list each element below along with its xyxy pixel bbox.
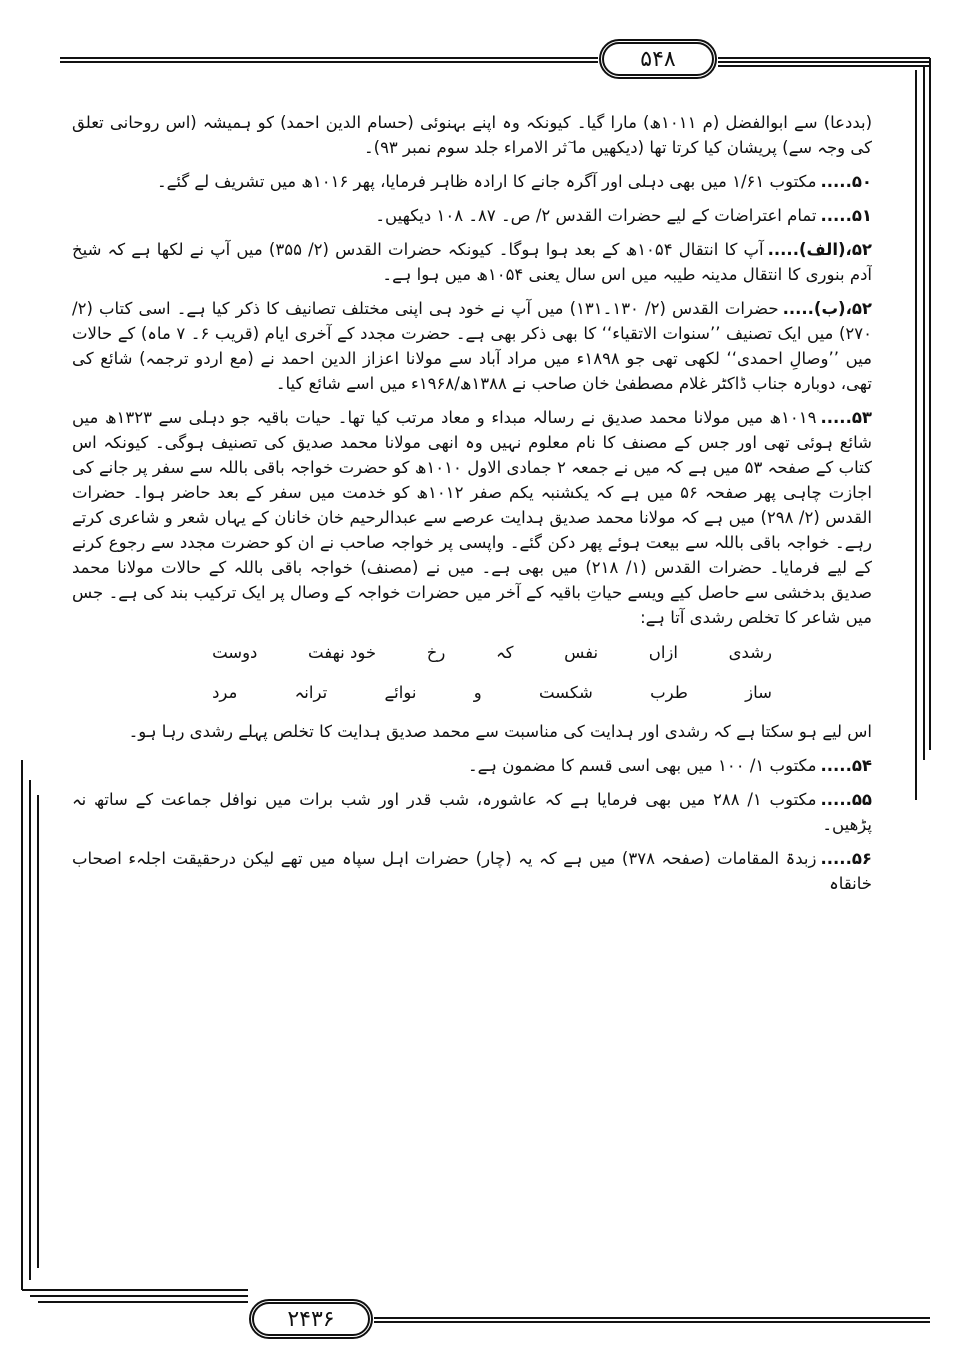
paragraph-intro: (بددعا) سے ابوالفضل (م ۱۰۱۱ھ) مارا گیا۔ کیونکہ وہ اپنے بہنوئی (حسام الدین احمد) کو ہمیشہ (اس روحانی تعلق کی وجہ سے) پریشان کیا کرتا تھا (دیکھیں ما ٓثر الامراء جلد سوم نمبر ۹۳)۔ (72, 113, 872, 157)
footnote-52a (72, 237, 872, 287)
footnote-number: ۵۰..... (820, 172, 872, 191)
footnote-number: ۵۳..... (820, 408, 872, 427)
footnote-52b (72, 296, 872, 396)
verse-word: ساز (745, 683, 772, 702)
verse-word: رشدی (728, 643, 772, 662)
footnotes-body (72, 110, 872, 1250)
footnote-text: مکتوب ۱/ ۲۸۸ میں بھی فرمایا ہے کہ عاشورہ، شب قدر اور شب برات میں نوافل جماعت کے ساتھ نہ پڑھیں۔ (72, 790, 872, 834)
footnote-text: ۱۰۱۹ھ میں مولانا محمد صدیق نے رسالہ مبداء و معاد مرتب کیا تھا۔ حیات باقیہ جو دہلی سے ۱۳۲۳ھ میں شائع ہوئی تھی اور جس کے مصنف کا نام معلوم نہیں وہ انھی مولانا محمد صدیق کی تصنیف ہوگی۔ کیونکہ اس کتاب کے صفحہ ۵۳ میں ہے کہ میں نے جمعہ ۲ جمادی الاول ۱۰۱۰ھ کو حضرت خواجہ باقی باللہ سے سفر پر جانے کی اجازت چاہی پھر صفحہ ۵۶ میں ہے کہ یکشنبہ یکم صفر ۱۰۱۲ھ کو خدمت میں سفر کے بعد حاضر ہوا۔ حضرات القدس (۲/ ۲۹۸) میں ہے کہ مولانا محمد صدیق ہدایت عرصے سے عبدالرحیم خان خانان کے یہاں شعر و شاعری کرتے رہے۔ خواجہ باقی باللہ سے بیعت ہوئے پھر دکن گئے۔ واپسی پر خواجہ صاحب نے ان کو حضرت مجدد سے رجوع کرنے کے لیے فرمایا۔ حضرات القدس (۱/ ۲۱۸) میں بھی ہے۔ میں نے (مصنف) خواجہ باقی باللہ کے حالات مولانا محمد صدیق بدخشی سے حاصل کیے ویسے حیاتِ باقیہ کے آخر میں حضرات خواجہ کے وصال پر ایک ترکیب بند کی ہے۔ جس میں شاعر کا تخلص رشدی آتا ہے: (72, 408, 872, 627)
verse-line-2 (212, 679, 772, 707)
footnote-text: مکتوب ۱/ ۱۰۰ میں بھی اسی قسم کا مضمون ہے۔ (467, 756, 817, 775)
footnote-text: آپ کا انتقال ۱۰۵۴ھ کے بعد ہوا ہوگا۔ کیونکہ حضرات القدس (۲/ ۳۵۵) میں آپ نے لکھا ہے کہ شیخ آدم بنوری کا انتقال مدینہ طیبہ میں اس سال یعنی ۱۰۵۴ھ میں ہوا ہے۔ (72, 240, 872, 284)
footnote-text: زبدۃ المقامات (صفحہ ۳۷۸) میں ہے کہ یہ (چار) حضرات اہل سپاہ میں تھے لیکن درحقیقت اجلہء اصحاب خانقاہ (72, 849, 872, 893)
verse-line-1 (212, 639, 772, 667)
verse-word: دوست (212, 643, 258, 662)
verse-word: خود نهفت (308, 643, 377, 662)
footnote-number: ۵۲،(ب)..... (782, 299, 872, 318)
verse-word: کہ (495, 643, 514, 662)
verse-word: مرد (212, 683, 238, 702)
verse-word: شکست (538, 683, 593, 702)
verse-word: ترانہ (294, 683, 328, 702)
footnote-56 (72, 846, 872, 896)
verse-word: ازاں (648, 643, 678, 662)
footnote-number: ۵۶..... (820, 849, 872, 868)
footnote-53 (72, 405, 872, 630)
footnote-55 (72, 787, 872, 837)
verse-word: و (473, 683, 482, 702)
footnote-51 (72, 203, 872, 228)
paragraph-53-conclusion: اس لیے ہو سکتا ہے کہ رشدی اور ہدایت کی مناسبت سے محمد صدیق ہدایت کا تخلص پہلے رشدی رہا ہو۔ (128, 722, 872, 741)
footnote-number: ۵۴..... (820, 756, 872, 775)
footnote-text: حضرات القدس (۲/ ۱۳۰۔۱۳۱) میں آپ نے خود ہی اپنی مختلف تصانیف کا ذکر کیا ہے۔ اسی کتاب (۲/ ۲۷۰) میں ایک تصنیف ’’سنوات الاتقیاء‘‘ کا بھی ذکر بھی ہے۔ حضرت مجدد کے آخری ایام (قریب ۶۔ ۷ ماہ) کے حالات میں ’’وصالِ احمدی‘‘ لکھی تھی جو ۱۸۹۸ء میں مراد آباد سے مولانا اعزاز الدین احمد نے (مع اردو ترجمہ) شائع کی تھی، دوبارہ جناب ڈاکٹر غلام مصطفیٰ خان صاحب نے ۱۳۸۸ھ/۱۹۶۸ء میں اسے شائع کیا۔ (72, 299, 872, 393)
footnote-54 (72, 753, 872, 778)
footnote-text: تمام اعتراضات کے لیے حضرات القدس ۲/ ص۔ ۸۷۔ ۱۰۸ دیکھیں۔ (375, 206, 817, 225)
verse-word: نفس (564, 643, 599, 662)
footnote-number: ۵۵..... (820, 790, 872, 809)
verse-word: طرب (650, 683, 688, 702)
verse-word: نوائے (384, 683, 417, 702)
footnote-number: ۵۲،(الف)..... (767, 240, 872, 259)
footnote-number: ۵۱..... (820, 206, 872, 225)
page-number-top: ۵۴۸ (640, 46, 676, 72)
footnote-text: مکتوب ۱/۶۱ میں بھی دہلی اور آگرہ جانے کا ارادہ ظاہر فرمایا، پھر ۱۰۱۶ھ میں تشریف لے گئے۔ (157, 172, 817, 191)
page-number-bottom: ۲۴۳۶ (287, 1306, 335, 1332)
verse-word: رخ (426, 643, 446, 662)
footnote-50 (72, 169, 872, 194)
